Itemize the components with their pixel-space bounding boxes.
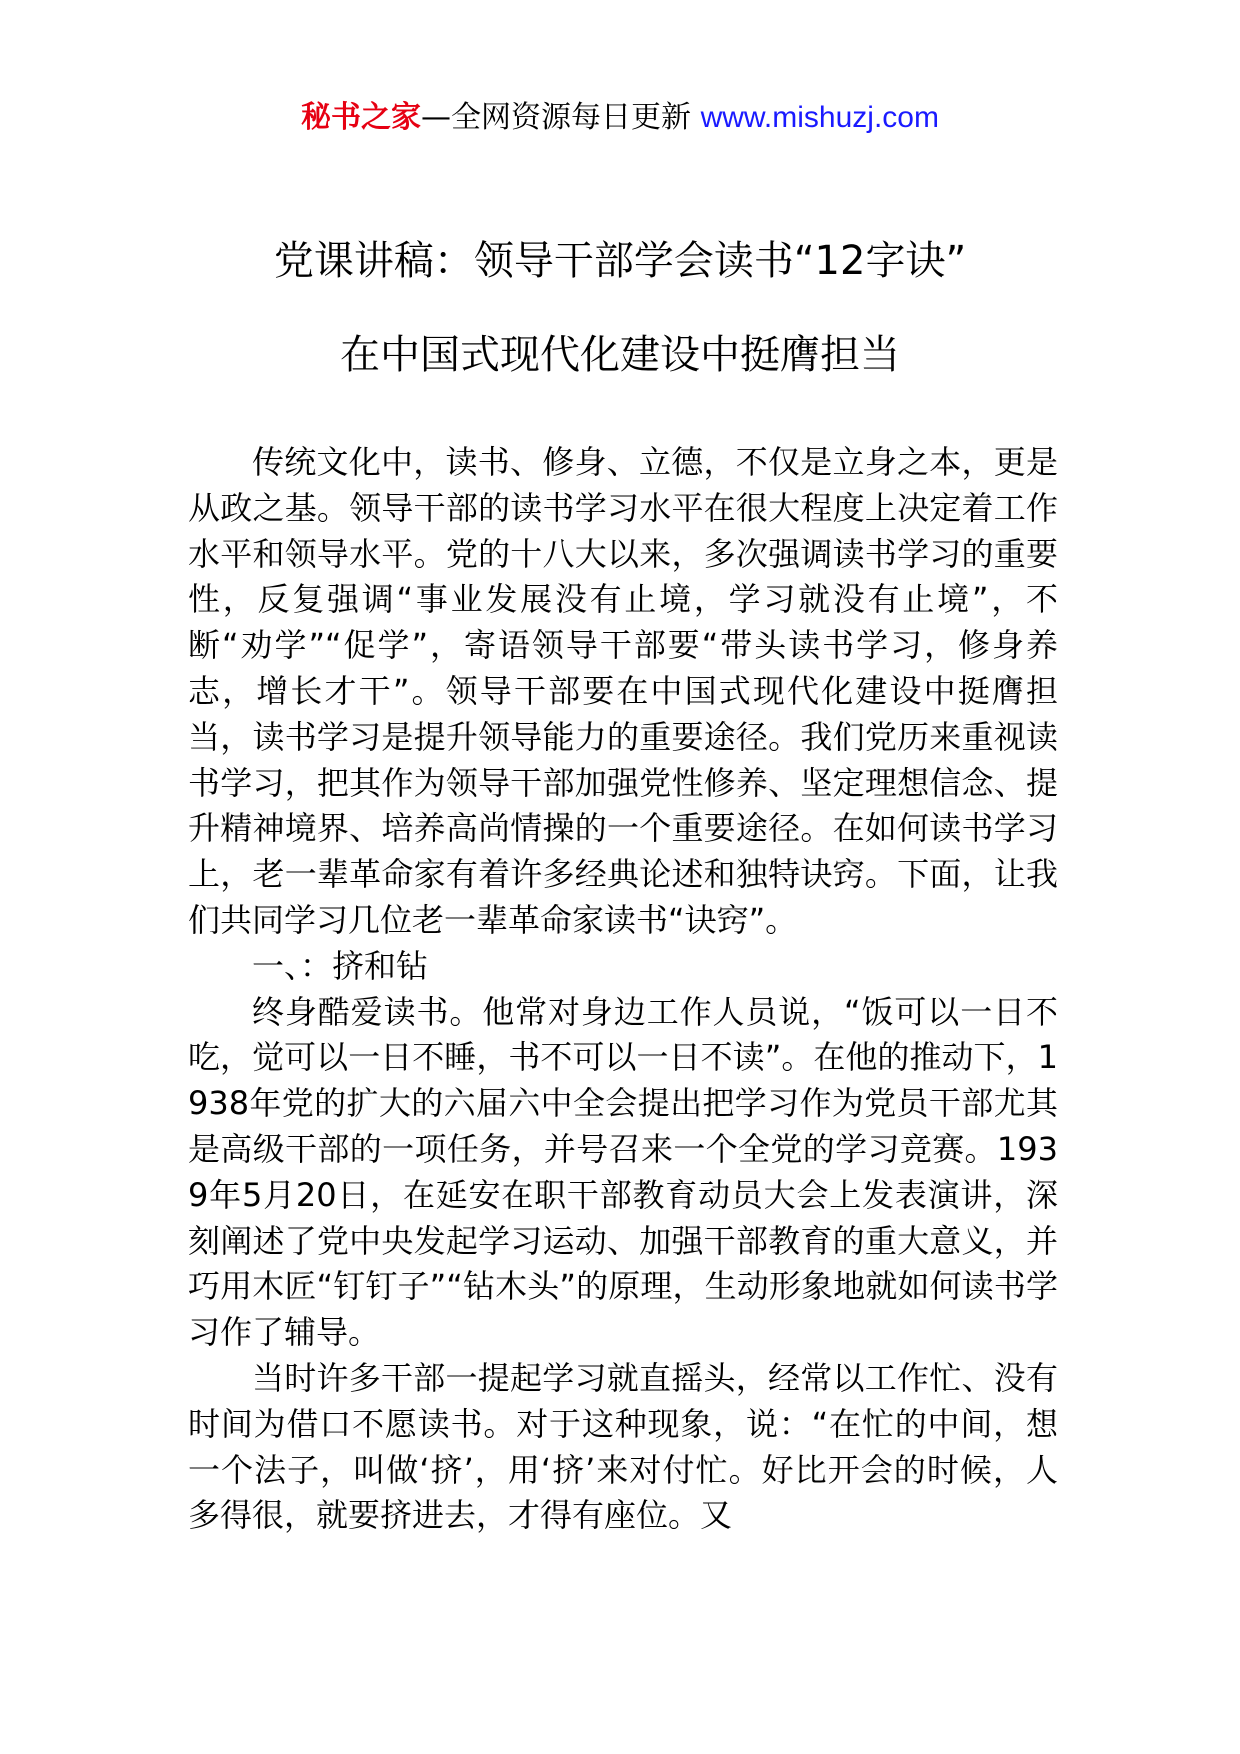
document-title-line-2: 在中国式现代化建设中挺膺担当 [340,332,900,378]
site-brand: 秘书之家 [301,100,422,135]
site-tagline: —全网资源每日更新 [421,100,701,135]
paragraph: 终身酷爱读书。他常对身边工作人员说，“饭可以一日不吃，觉可以一日不睡，书不可以一日不读”。在他的推动下，1938年党的扩大的六届六中全会提出把学习作为党员干部尤其是高级干部的一项任务，并号召来一个全党的学习竞赛。1939年5月20日，在延安在职干部教育动员大会上发表演讲，深刻阐述了党中央发起学习运动、加强干部教育的重大意义，并巧用木匠“钉钉子”“钻木头”的原理，生动形象地就如何读书学习作了辅导。 [188,992,1058,1352]
paragraph: 当时许多干部一提起学习就直摇头，经常以工作忙、没有时间为借口不愿读书。对于这种现象，说：“在忙的中间，想一个法子，叫做‘挤’，用‘挤’来对付忙。好比开会的时候，人多得很，就要挤进去，才得有座位。又 [188,1358,1058,1535]
site-header [0,98,1240,138]
document-title-line-1: 党课讲稿：领导干部学会读书“12字诀” [273,238,967,284]
site-url-link[interactable]: www.mishuzj.com [700,101,939,134]
document-body [188,440,1058,1539]
paragraph-intro: 传统文化中，读书、修身、立德，不仅是立身之本，更是从政之基。领导干部的读书学习水平在很大程度上决定着工作水平和领导水平。党的十八大以来，多次强调读书学习的重要性，反复强调“事业发展没有止境，学习就没有止境”，不断“劝学”“促学”，寄语领导干部要“带头读书学习，修身养志，增长才干”。领导干部要在中国式现代化建设中挺膺担当，读书学习是提升领导能力的重要途径。我们党历来重视读书学习，把其作为领导干部加强党性修养、坚定理想信念、提升精神境界、培养高尚情操的一个重要途径。在如何读书学习上，老一辈革命家有着许多经典论述和独特诀窍。下面，让我们共同学习几位老一辈革命家读书“诀窍”。 [188,443,1058,939]
section-heading: 一、：挤和钻 [252,946,429,985]
